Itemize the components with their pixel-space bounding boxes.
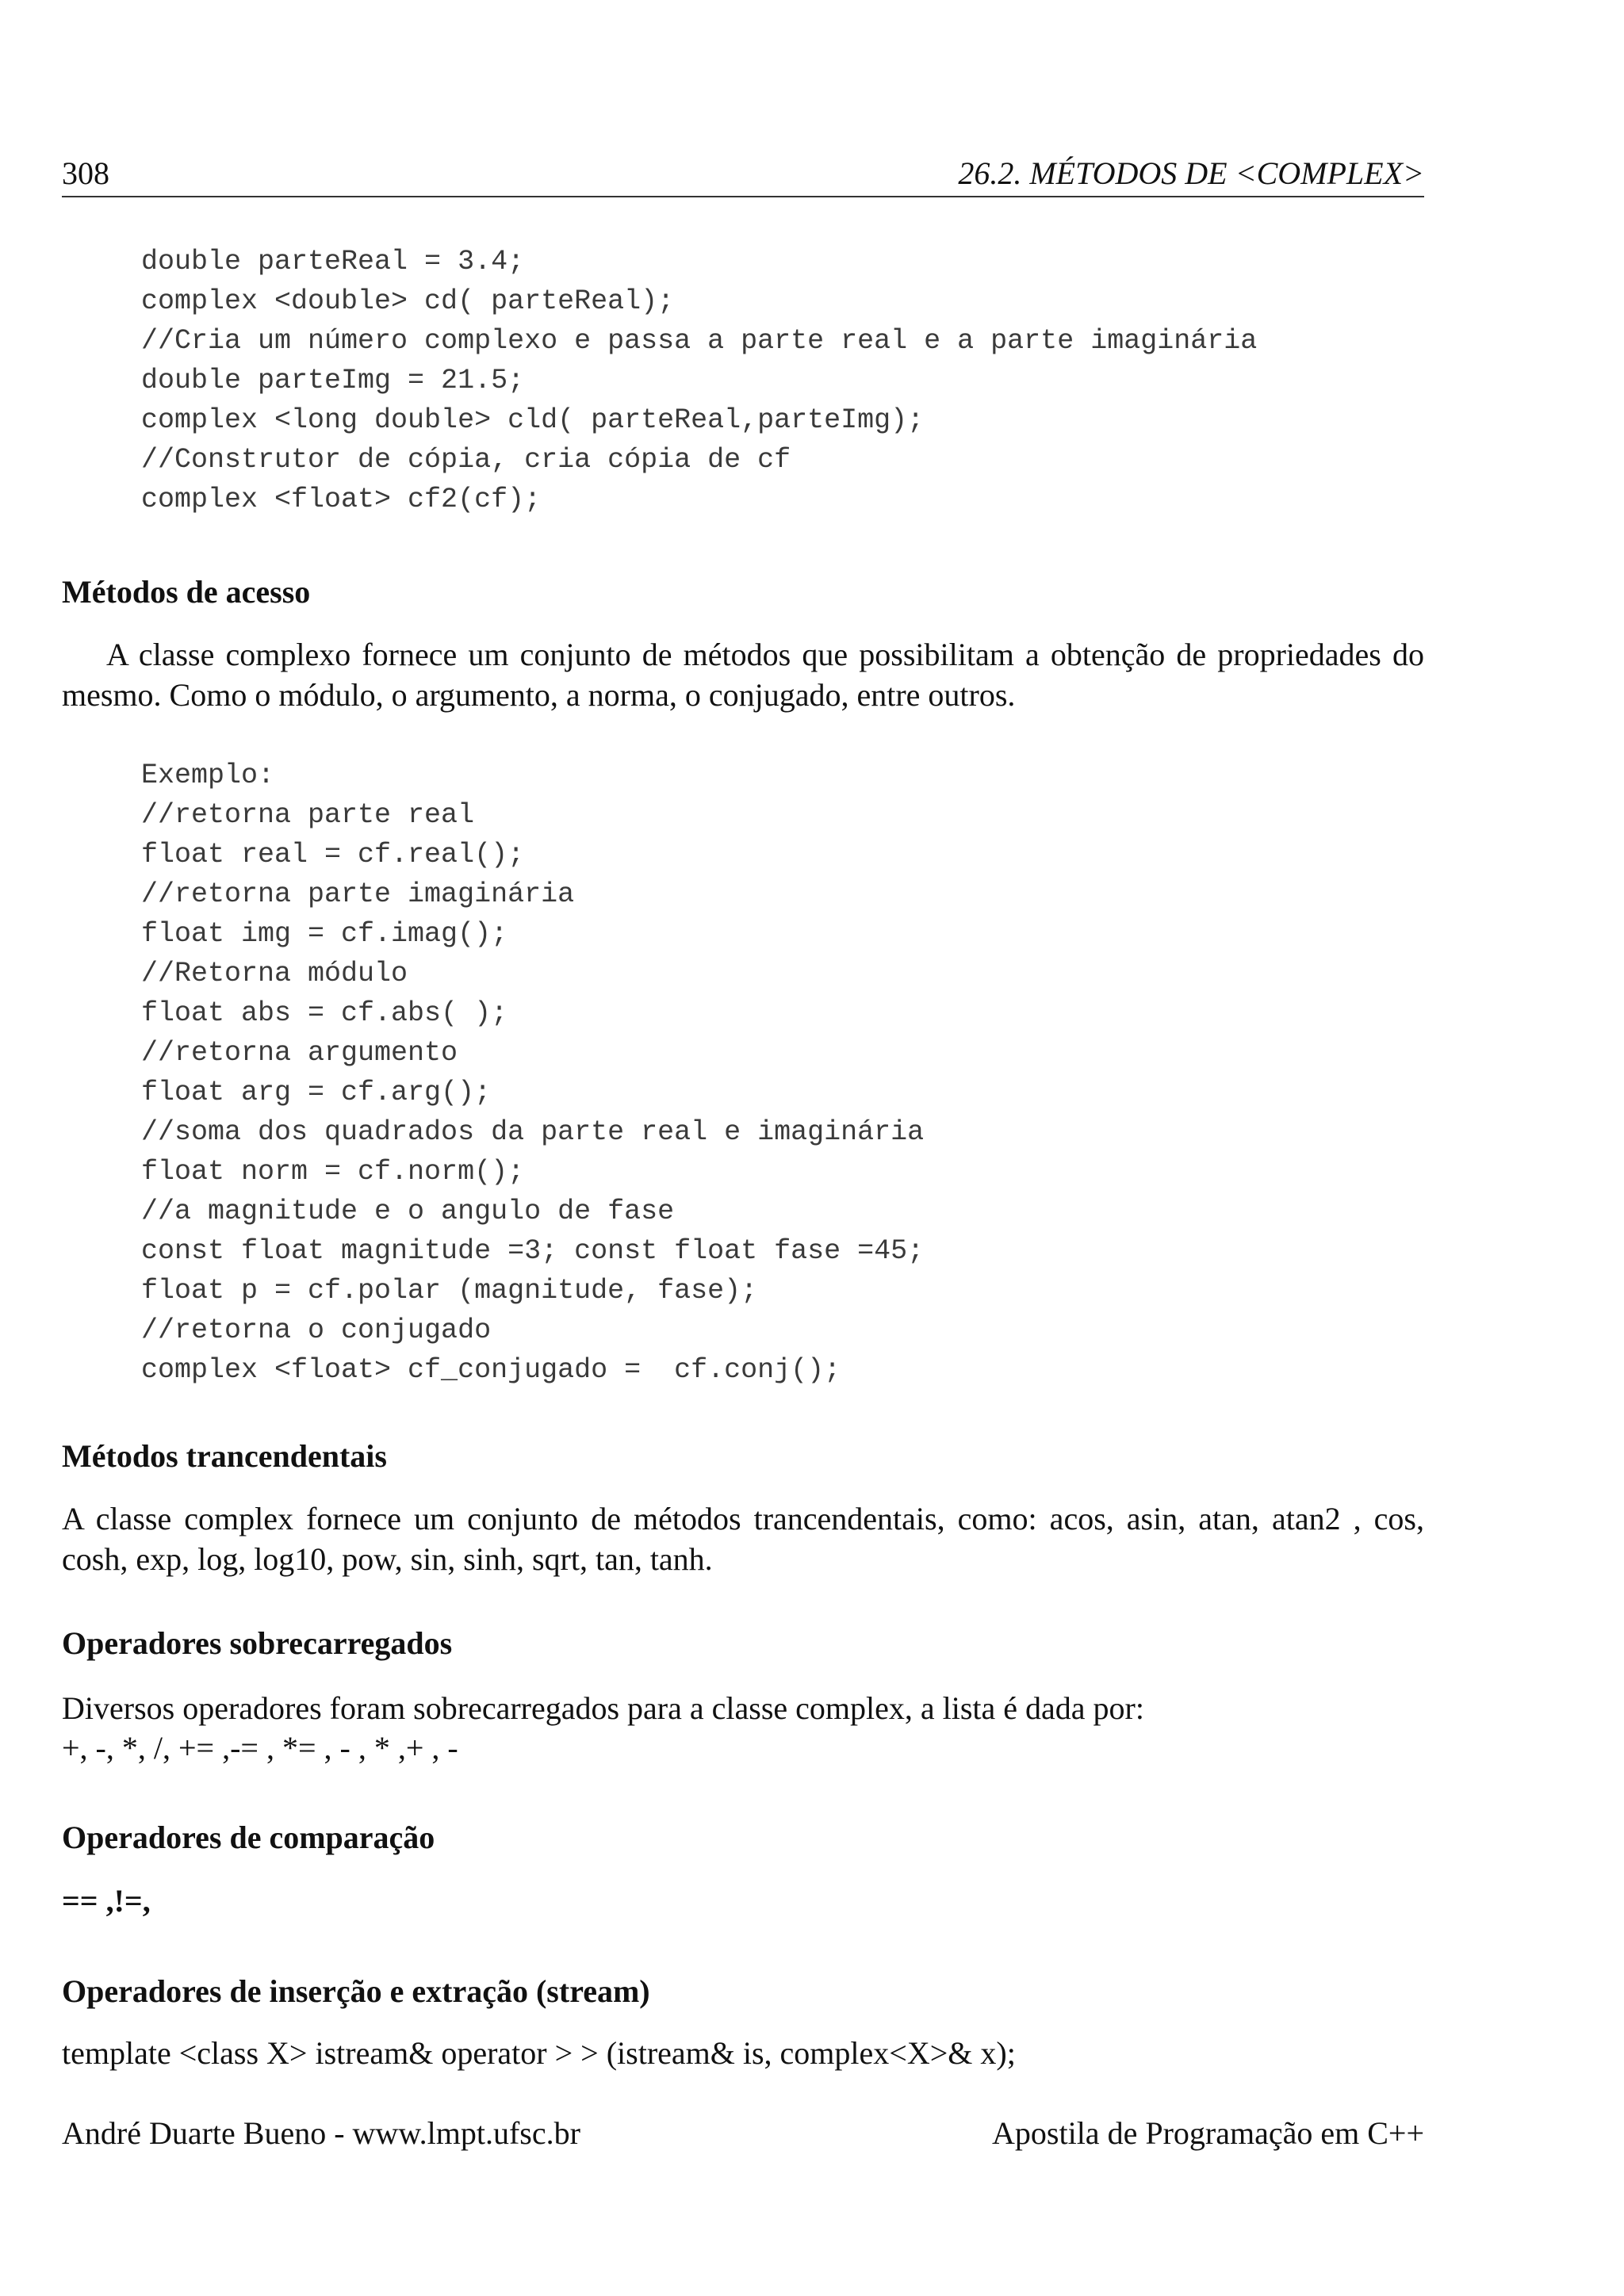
- code-line: float norm = cf.norm();: [141, 1156, 525, 1188]
- code-line: float p = cf.polar (magnitude, fase);: [141, 1275, 758, 1307]
- document-page: [62, 0, 1424, 2296]
- code-line: float img = cf.imag();: [141, 918, 508, 950]
- code-line: //Cria um número complexo e passa a parte real e a parte imaginária: [141, 325, 1258, 357]
- code-line: float arg = cf.arg();: [141, 1077, 492, 1108]
- code-line: //a magnitude e o angulo de fase: [141, 1196, 675, 1227]
- section-heading-comparison-operators: Operadores de comparação: [62, 1820, 435, 1855]
- section-heading-overloaded-operators: Operadores sobrecarregados: [62, 1625, 453, 1661]
- footer-author: André Duarte Bueno - www.lmpt.ufsc.br: [62, 2115, 580, 2151]
- overloaded-operators-list: +, -, *, /, += ,-= , *= , - , * ,+ , -: [62, 1730, 458, 1766]
- code-line: float real = cf.real();: [141, 839, 525, 871]
- code-line: float abs = cf.abs( );: [141, 997, 508, 1029]
- code-line: Exemplo:: [141, 760, 275, 791]
- code-line: //retorna argumento: [141, 1037, 458, 1069]
- code-line: //retorna parte real: [141, 799, 475, 831]
- code-line: complex <long double> cld( parteReal,parteImg);: [141, 404, 925, 436]
- section-heading-stream-operators: Operadores de inserção e extração (stream): [62, 1973, 650, 2009]
- code-line: //soma dos quadrados da parte real e imaginária: [141, 1116, 925, 1148]
- paragraph-transcendental-methods: A classe complex fornece um conjunto de métodos trancendentais, como: acos, asin, atan, atan2 , cos, cosh, exp, log, log10, pow, sin, sinh, sqrt, tan, tanh.: [62, 1501, 1424, 1577]
- section-heading-transcendental-methods: Métodos trancendentais: [62, 1438, 387, 1474]
- section-heading-access-methods: Métodos de acesso: [62, 574, 311, 610]
- code-line: complex <float> cf_conjugado = cf.conj();: [141, 1354, 841, 1386]
- running-title: 26.2. MÉTODOS DE <COMPLEX>: [958, 155, 1424, 191]
- code-line: //retorna parte imaginária: [141, 878, 575, 910]
- overloaded-operators-description: Diversos operadores foram sobrecarregados para a classe complex, a lista é dada por:: [62, 1690, 1144, 1726]
- comparison-operators-list: == ,!=,: [62, 1883, 151, 1919]
- code-line: //Construtor de cópia, cria cópia de cf: [141, 444, 791, 476]
- code-line: complex <float> cf2(cf);: [141, 484, 542, 515]
- stream-operator-template: template <class X> istream& operator > > (istream& is, complex<X>& x);: [62, 2035, 1016, 2071]
- code-line: //retorna o conjugado: [141, 1314, 492, 1346]
- code-line: //Retorna módulo: [141, 958, 408, 989]
- paragraph-access-methods: A classe complexo fornece um conjunto de métodos que possibilitam a obtenção de propriedades do mesmo. Como o módulo, o argumento, a norma, o conjugado, entre outros.: [62, 637, 1424, 713]
- code-block-access-example: [141, 756, 924, 1390]
- page-number: 308: [62, 155, 109, 191]
- code-line: const float magnitude =3; const float fase =45;: [141, 1235, 925, 1267]
- code-line: complex <double> cd( parteReal);: [141, 285, 675, 317]
- code-line: double parteImg = 21.5;: [141, 365, 525, 396]
- footer-book-title: Apostila de Programação em C++: [992, 2115, 1424, 2151]
- code-line: double parteReal = 3.4;: [141, 246, 525, 277]
- page-header: [62, 155, 1424, 197]
- code-block-constructors: [141, 242, 1257, 519]
